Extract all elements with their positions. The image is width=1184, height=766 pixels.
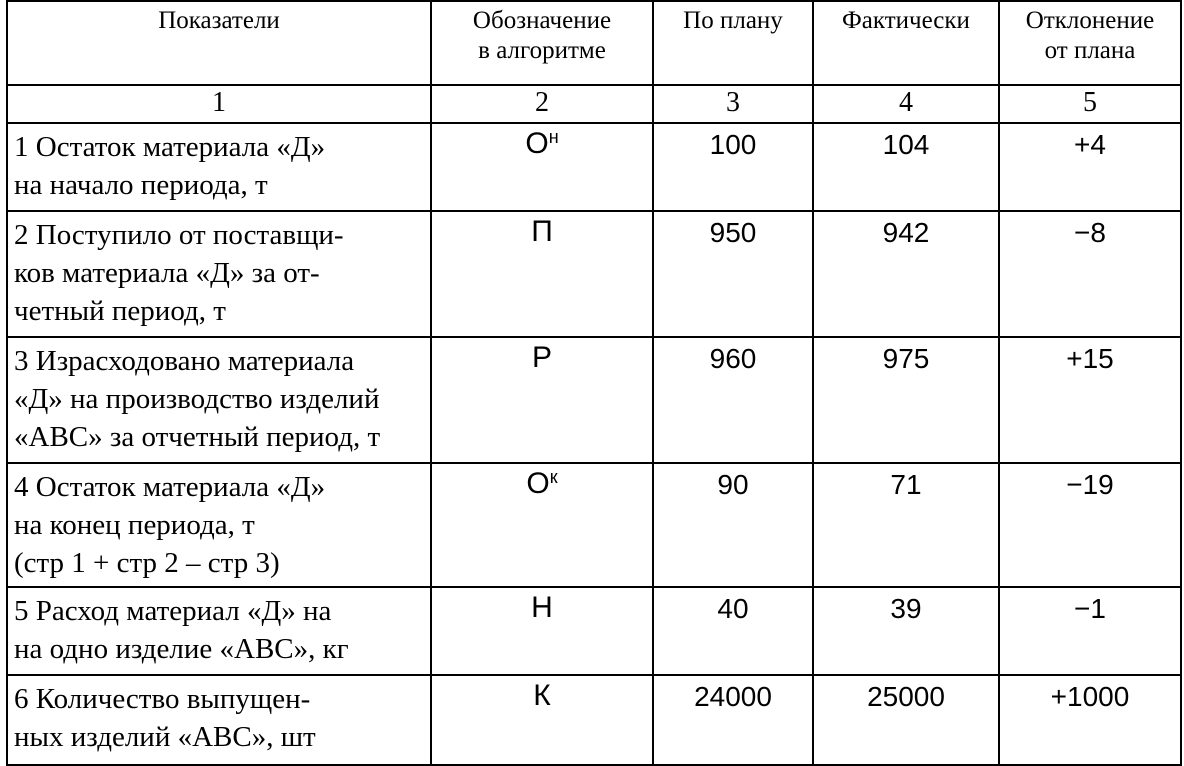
plan-value: 24000 (653, 675, 813, 765)
column-number: 5 (999, 85, 1181, 123)
symbol-base: П (531, 215, 553, 248)
table-row (7, 123, 1181, 211)
indicator-label: 2 Поступило от поставщи- ков материала «Д» за от- четный период, т (7, 211, 431, 337)
symbol-cell (431, 587, 653, 675)
table-row (7, 463, 1181, 587)
plan-value: 950 (653, 211, 813, 337)
column-number: 3 (653, 85, 813, 123)
header-plan: По плану (653, 1, 813, 85)
indicator-label: 6 Количество выпущен- ных изделий «АВС», шт (7, 675, 431, 765)
symbol-cell (431, 123, 653, 211)
deviation-value: −8 (999, 211, 1181, 337)
symbol-base: О (525, 127, 549, 160)
table-row (7, 587, 1181, 675)
column-number: 1 (7, 85, 431, 123)
actual-value: 975 (813, 337, 999, 463)
symbol-cell (431, 463, 653, 587)
symbol-base: О (526, 467, 550, 500)
plan-vs-actual-table (6, 0, 1182, 766)
column-number-row (7, 85, 1181, 123)
symbol-cell (431, 337, 653, 463)
actual-value: 104 (813, 123, 999, 211)
header-actual: Фактически (813, 1, 999, 85)
symbol-cell (431, 675, 653, 765)
symbol-base: К (533, 679, 551, 712)
table-row (7, 675, 1181, 765)
plan-value: 40 (653, 587, 813, 675)
header-deviation: Отклонение от плана (999, 1, 1181, 85)
deviation-value: −19 (999, 463, 1181, 587)
column-number: 2 (431, 85, 653, 123)
indicator-label: 5 Расход материал «Д» на на одно изделие «АВС», кг (7, 587, 431, 675)
header-indicator: Показатели (7, 1, 431, 85)
column-number: 4 (813, 85, 999, 123)
table-row (7, 211, 1181, 337)
deviation-value: +1000 (999, 675, 1181, 765)
plan-value: 90 (653, 463, 813, 587)
actual-value: 71 (813, 463, 999, 587)
actual-value: 942 (813, 211, 999, 337)
table-row (7, 337, 1181, 463)
plan-value: 960 (653, 337, 813, 463)
deviation-value: −1 (999, 587, 1181, 675)
indicator-label: 3 Израсходовано материала «Д» на производство изделий «АВС» за отчетный период, т (7, 337, 431, 463)
plan-value: 100 (653, 123, 813, 211)
indicator-label: 1 Остаток материала «Д» на начало периода, т (7, 123, 431, 211)
symbol-base: Р (531, 341, 552, 374)
header-symbol: Обозначение в алгоритме (431, 1, 653, 85)
indicator-label: 4 Остаток материала «Д» на конец периода, т (стр 1 + стр 2 – стр 3) (7, 463, 431, 587)
deviation-value: +4 (999, 123, 1181, 211)
symbol-superscript: н (548, 127, 559, 147)
symbol-superscript: к (549, 467, 558, 487)
actual-value: 39 (813, 587, 999, 675)
symbol-base: Н (531, 591, 553, 624)
actual-value: 25000 (813, 675, 999, 765)
deviation-value: +15 (999, 337, 1181, 463)
header-row (7, 1, 1181, 85)
symbol-cell (431, 211, 653, 337)
